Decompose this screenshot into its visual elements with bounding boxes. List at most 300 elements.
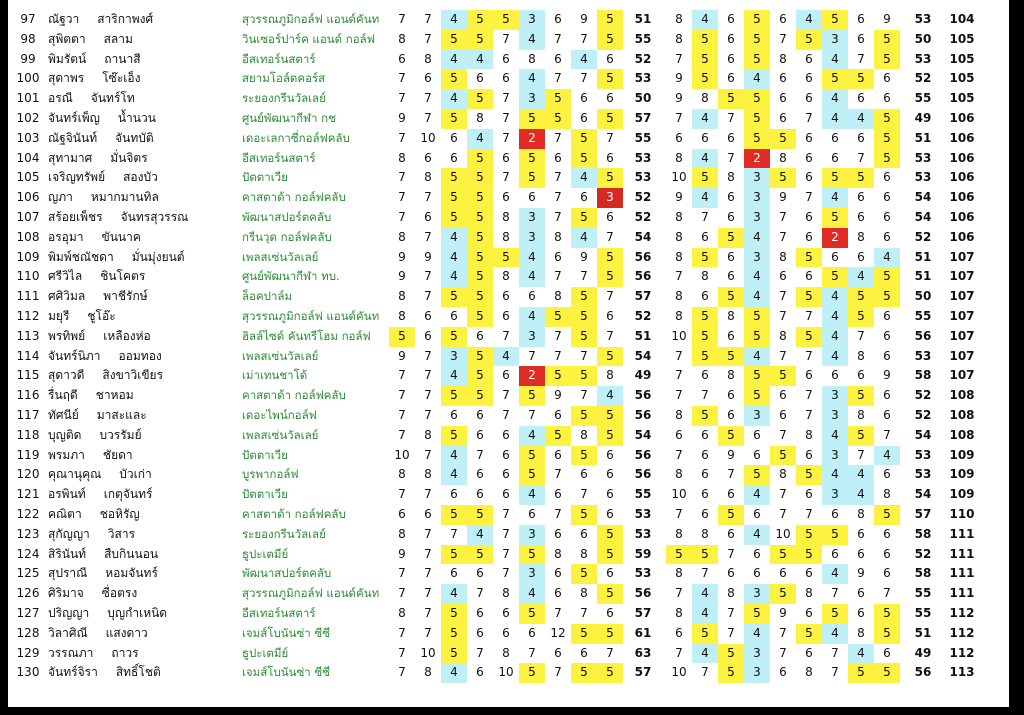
in-total: 54 [914,210,932,224]
hole-score: 3 [519,10,545,30]
hole-score: 7 [779,309,787,323]
hole-score: 7 [502,526,510,541]
hole-score: 4 [692,188,718,208]
hole-score: 9 [857,566,865,581]
hole-score: 6 [883,566,891,581]
hole-score: 6 [701,368,709,383]
hole-score: 7 [727,625,735,640]
hole-score: 8 [675,12,683,26]
hole-score: 5 [848,69,874,89]
in-total: 51 [914,625,932,640]
hole-score: 5 [796,327,822,347]
table-row [8,168,1009,188]
hole-score: 6 [857,586,865,601]
hole-score: 5 [692,69,718,89]
hole-score: 7 [554,130,562,145]
hole-score: 7 [675,388,683,403]
hole-score: 5 [874,149,900,169]
hole-score: 10 [498,665,514,680]
hole-score: 5 [519,168,545,188]
hole-score: 6 [805,150,813,165]
hole-score: 5 [718,89,744,109]
hole-score: 5 [441,327,467,347]
hole-score: 4 [692,584,718,604]
gross-total: 104 [949,12,975,26]
hole-score: 7 [502,91,510,106]
player-number: 110 [16,269,40,284]
hole-score: 7 [424,625,432,640]
hole-score: 7 [779,645,787,660]
hole-score: 6 [805,51,813,66]
hole-score: 6 [753,566,761,581]
hole-score: 7 [398,190,406,205]
club-name: เพลสเซ่นวัลเลย์ [242,348,319,363]
first-name: ปริญญา [48,606,90,620]
hole-score: 7 [528,408,536,422]
first-name: ศศิวิมล [48,289,86,304]
hole-score: 3 [822,446,848,466]
hole-score: 5 [874,129,900,149]
hole-score: 6 [883,467,891,482]
hole-score: 5 [597,584,623,604]
last-name: โซ๊ะเอ็ง [102,71,141,86]
hole-score: 8 [528,51,536,66]
last-name: สิงขาวิเขียร [102,368,164,383]
player-name [48,485,243,505]
hole-score: 6 [805,210,813,224]
hole-score: 6 [805,170,813,185]
first-name: สุดาวดี [48,368,85,383]
hole-score: 4 [467,525,493,545]
hole-score: 6 [831,130,839,145]
hole-score: 7 [554,190,562,205]
hole-score: 6 [701,447,709,462]
out-total: 56 [634,388,652,403]
hole-score: 8 [675,526,683,541]
hole-score: 7 [398,170,406,185]
hole-score: 7 [857,328,865,343]
hole-score: 6 [398,51,406,66]
hole-score: 4 [692,109,718,129]
player-number: 130 [16,665,40,680]
club-name: เดอะไพน์กอล์ฟ [242,408,317,422]
hole-score: 6 [450,408,458,422]
player-name [48,109,243,129]
hole-score: 5 [467,267,493,287]
hole-score: 4 [848,465,874,485]
hole-score: 5 [467,89,493,109]
out-total: 52 [634,210,652,224]
hole-score: 6 [805,130,813,145]
hole-score: 6 [424,507,432,521]
hole-score: 7 [727,606,735,620]
hole-score: 5 [718,644,744,664]
hole-score: 5 [848,307,874,327]
hole-score: 9 [779,190,787,205]
hole-score: 6 [727,31,735,46]
hole-score: 5 [874,505,900,525]
hole-score: 6 [502,71,510,86]
in-total: 58 [914,526,932,541]
first-name: จันทร์จิรา [48,665,98,680]
hole-score: 5 [597,69,623,89]
hole-score: 6 [580,526,588,541]
hole-score: 7 [424,229,432,244]
hole-score: 7 [554,348,562,363]
player-name [48,446,243,466]
hole-score: 3 [441,347,467,367]
hole-score: 8 [398,526,406,541]
hole-score: 6 [424,309,432,323]
first-name: อรพินท์ [48,487,86,502]
hole-score: 6 [675,130,683,145]
hole-score: 8 [701,526,709,541]
club-name: ธูปะเตมีย์ [242,546,289,561]
hole-score: 5 [874,604,900,624]
hole-score: 7 [701,566,709,581]
hole-score: 3 [744,188,770,208]
hole-score: 6 [554,586,562,601]
hole-score: 5 [571,366,597,386]
hole-score: 8 [727,170,735,185]
hole-score: 7 [424,586,432,601]
hole-score: 9 [727,447,735,462]
out-total: 52 [634,190,652,205]
hole-score: 8 [779,467,787,482]
hole-score: 5 [519,149,545,169]
hole-score: 7 [606,289,614,304]
out-total: 55 [634,130,652,145]
hole-score: 3 [744,584,770,604]
hole-score: 5 [874,624,900,644]
hole-score: 8 [857,507,865,521]
table-row [8,50,1009,70]
hole-score: 6 [476,566,484,581]
player-name [48,505,243,525]
hole-score: 5 [597,168,623,188]
in-total: 53 [914,12,932,26]
hole-score: 8 [502,210,510,224]
hole-score: 9 [883,12,891,26]
hole-score: 4 [744,287,770,307]
hole-score: 5 [467,30,493,50]
hole-score: 5 [848,386,874,406]
out-total: 53 [634,71,652,86]
player-name [48,188,243,208]
hole-score: 5 [822,267,848,287]
hole-score: 8 [675,289,683,304]
gross-total: 106 [949,170,975,185]
hole-score: 9 [675,71,683,86]
hole-score: 8 [805,427,813,442]
last-name: จันทบัติ [115,130,154,145]
hole-score: 7 [606,229,614,244]
hole-score: 8 [675,249,683,264]
hole-score: 7 [554,210,562,224]
hole-score: 8 [779,249,787,264]
first-name: จันทร์เพ็ญ [48,111,100,125]
hole-score: 7 [554,606,562,620]
hole-score: 4 [597,386,623,406]
hole-score: 7 [805,507,813,521]
in-total: 51 [914,269,932,284]
hole-score: 4 [441,10,467,30]
hole-score: 7 [476,586,484,601]
hole-score: 4 [848,485,874,505]
out-total: 55 [634,31,652,46]
gross-total: 107 [949,368,975,383]
hole-score: 6 [805,447,813,462]
hole-score: 9 [580,249,588,264]
hole-score: 4 [441,228,467,248]
hole-score: 7 [502,111,510,125]
hole-score: 8 [476,111,484,125]
hole-score: 4 [848,267,874,287]
in-total: 52 [914,388,932,403]
hole-score: 7 [675,111,683,125]
gross-total: 112 [949,645,975,660]
gross-total: 105 [949,51,975,66]
hole-score: 6 [831,507,839,521]
last-name: จันทรสุวรรณ [120,210,189,224]
hole-score: 7 [580,388,588,403]
hole-score: 6 [779,12,787,26]
hole-score: 5 [467,168,493,188]
hole-score: 6 [883,170,891,185]
hole-score: 6 [883,309,891,323]
last-name: สืบกินนอน [104,546,159,561]
hole-score: 5 [467,545,493,565]
hole-score: 8 [554,289,562,304]
player-name [48,228,243,248]
last-name: จันทร์โท [90,91,135,106]
player-number: 106 [16,190,40,205]
in-total: 55 [914,586,932,601]
gross-total: 109 [949,467,975,482]
hole-score: 5 [571,564,597,584]
last-name: วิสาร [107,526,136,541]
hole-score: 4 [519,426,545,446]
last-name: ซื่อตรง [101,586,138,601]
hole-score: 4 [822,465,848,485]
hole-score: 4 [822,426,848,446]
hole-score: 7 [779,348,787,363]
hole-score: 8 [502,645,510,660]
gross-total: 111 [949,546,975,561]
hole-score: 9 [398,546,406,561]
hole-score: 8 [675,309,683,323]
hole-score: 7 [424,348,432,363]
hole-score: 3 [519,89,545,109]
hole-score: 4 [744,69,770,89]
hole-score: 6 [554,447,562,462]
in-total: 49 [914,645,932,660]
hole-score: 6 [727,269,735,284]
hole-score: 6 [727,526,735,541]
hole-score: 5 [441,168,467,188]
last-name: ขันนาค [101,229,141,244]
player-name [48,89,243,109]
hole-score: 5 [597,663,623,683]
hole-score: 4 [571,50,597,70]
hole-score: 8 [701,91,709,106]
last-name: บัวเก่า [119,467,152,482]
gross-total: 110 [949,507,975,521]
player-number: 98 [20,31,36,46]
hole-score: 10 [671,665,687,680]
hole-score: 5 [571,287,597,307]
first-name: สิรินันท์ [48,546,87,561]
out-total: 54 [634,229,652,244]
gross-total: 107 [949,269,975,284]
hole-score: 6 [779,665,787,680]
club-name: ธูปะเตมีย์ [242,645,289,660]
hole-score: 6 [554,150,562,165]
hole-score: 6 [701,467,709,482]
hole-score: 6 [805,368,813,383]
hole-score: 7 [883,427,891,442]
hole-score: 4 [692,10,718,30]
out-total: 56 [634,249,652,264]
hole-score: 4 [441,663,467,683]
hole-score: 6 [701,289,709,304]
hole-score: 3 [822,485,848,505]
table-row [8,446,1009,466]
in-total: 53 [914,348,932,363]
gross-total: 109 [949,447,975,462]
hole-score: 4 [822,109,848,129]
hole-score: 5 [571,129,597,149]
hole-score: 6 [606,150,614,165]
hole-score: 7 [398,91,406,106]
hole-score: 7 [831,645,839,660]
hole-score: 6 [805,71,813,86]
hole-score: 3 [519,208,545,228]
hole-score: 5 [874,30,900,50]
hole-score: 6 [883,546,891,561]
in-total: 52 [914,229,932,244]
hole-score: 7 [398,625,406,640]
in-total: 56 [914,328,932,343]
table-row [8,10,1009,30]
player-number: 126 [16,586,40,601]
hole-score: 6 [502,487,510,502]
club-name: เจมส์โบนันซ่า ซีซี [242,625,330,640]
hole-score: 4 [822,188,848,208]
player-number: 117 [16,408,40,422]
club-name: อีสเทอร์นสตาร์ [242,150,316,165]
hole-score: 4 [519,307,545,327]
hole-score: 3 [744,406,770,426]
hole-score: 5 [822,525,848,545]
in-total: 51 [914,249,932,264]
player-name [48,208,243,228]
hole-score: 8 [779,150,787,165]
hole-score: 8 [675,566,683,581]
hole-score: 8 [675,150,683,165]
club-name: ล็อคปาล์ม [242,289,293,304]
hole-score: 6 [450,309,458,323]
hole-score: 6 [727,566,735,581]
in-total: 55 [914,606,932,620]
club-name: เพลสเซ่นวัลเลย์ [242,427,319,442]
hole-score: 8 [398,606,406,620]
player-number: 103 [16,130,40,145]
hole-score: 4 [441,50,467,70]
hole-score: 7 [805,309,813,323]
out-total: 57 [634,665,652,680]
hole-score: 6 [883,91,891,106]
hole-score: 3 [822,30,848,50]
hole-score: 6 [606,210,614,224]
hole-score: 6 [831,546,839,561]
hole-score: 6 [883,328,891,343]
hole-score: 6 [502,289,510,304]
gross-total: 108 [949,388,975,403]
player-number: 113 [16,328,40,343]
hole-score: 4 [467,129,493,149]
first-name: จันทร์นิภา [48,348,101,363]
hole-score: 2 [822,228,848,248]
hole-score: 7 [554,71,562,86]
first-name: สร้อยเพ็ชร [48,210,103,224]
hole-score: 6 [727,71,735,86]
first-name: คณิตา [48,507,82,521]
hole-score: 9 [398,111,406,125]
hole-score: 4 [467,50,493,70]
first-name: พรมภา [48,447,85,462]
hole-score: 7 [398,210,406,224]
hole-score: 7 [831,586,839,601]
player-name [48,347,243,367]
player-number: 124 [16,546,40,561]
club-name: เดอะเลกาซี่กอล์ฟคลับ [242,130,350,145]
gross-total: 106 [949,229,975,244]
last-name: ถาวร [111,645,139,660]
club-name: เจมส์โบนันซ่า ซีซี [242,665,330,680]
player-name [48,525,243,545]
club-name: ศูนย์พัฒนากีฬา ทบ. [242,269,340,284]
table-row [8,624,1009,644]
hole-score: 8 [398,467,406,482]
hole-score: 7 [779,507,787,521]
hole-score: 5 [744,89,770,109]
table-row [8,69,1009,89]
hole-score: 7 [580,348,588,363]
gross-total: 107 [949,249,975,264]
hole-score: 8 [398,289,406,304]
hole-score: 5 [744,465,770,485]
hole-score: 9 [675,91,683,106]
hole-score: 6 [606,467,614,482]
in-total: 53 [914,467,932,482]
table-row [8,386,1009,406]
hole-score: 5 [441,69,467,89]
hole-score: 5 [848,168,874,188]
hole-score: 8 [857,229,865,244]
club-name: เพลสเซ่นวัลเลย์ [242,249,319,264]
hole-score: 6 [753,447,761,462]
hole-score: 4 [692,644,718,664]
hole-score: 7 [779,487,787,502]
player-number: 102 [16,111,40,125]
table-row [8,287,1009,307]
player-number: 101 [16,91,40,106]
table-row [8,149,1009,169]
hole-score: 3 [822,406,848,426]
hole-score: 7 [805,388,813,403]
hole-score: 7 [554,328,562,343]
